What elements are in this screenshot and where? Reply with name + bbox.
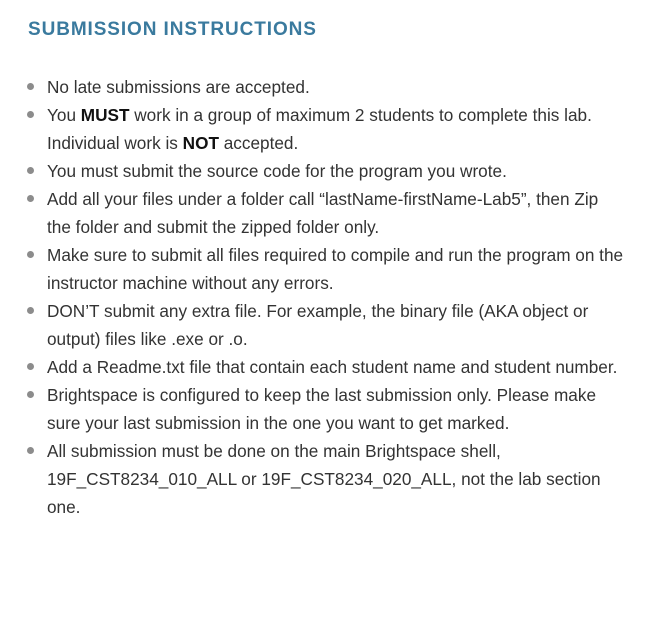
- bullet-icon: [27, 167, 34, 174]
- bullet-icon: [27, 391, 34, 398]
- bullet-icon: [27, 363, 34, 370]
- bullet-icon: [27, 83, 34, 90]
- item-text: DON’T submit any extra file. For example, the binary file (AKA object or output) files like .exe or .o.: [47, 301, 589, 349]
- item-text: You must submit the source code for the program you wrote.: [47, 161, 507, 181]
- item-text: No late submissions are accepted.: [47, 77, 310, 97]
- item-text-mid: work in a group of maximum 2 students to complete this lab. Individual work is: [47, 105, 592, 153]
- bullet-icon: [27, 251, 34, 258]
- emphasis-not: NOT: [182, 133, 219, 153]
- list-item: [0, 241, 648, 297]
- item-text-pre: You: [47, 105, 81, 125]
- instructions-list: [0, 73, 648, 521]
- bullet-icon: [27, 111, 34, 118]
- list-item: [0, 185, 648, 241]
- bullet-icon: [27, 307, 34, 314]
- list-item: [0, 157, 648, 185]
- item-text: Add all your files under a folder call “lastName-firstName-Lab5”, then Zip the folder and submit the zipped folder only.: [47, 189, 599, 237]
- item-text: Make sure to submit all files required to compile and run the program on the instructor machine without any errors.: [47, 245, 624, 293]
- emphasis-must: MUST: [80, 105, 130, 125]
- bullet-icon: [27, 447, 34, 454]
- section-heading: SUBMISSION INSTRUCTIONS: [28, 19, 317, 40]
- item-text: All submission must be done on the main Brightspace shell, 19F_CST8234_010_ALL or 19F_CST8234_020_ALL, not the lab section one.: [47, 441, 601, 517]
- item-text: Add a Readme.txt file that contain each student name and student number.: [47, 357, 618, 377]
- item-text-post: accepted.: [218, 133, 299, 153]
- list-item: [0, 437, 648, 521]
- list-item: [0, 297, 648, 353]
- list-item: [0, 73, 648, 101]
- list-item: [0, 381, 648, 437]
- bullet-icon: [27, 195, 34, 202]
- list-item: [0, 101, 648, 157]
- item-text: Brightspace is configured to keep the last submission only. Please make sure your last submission in the one you want to get marked.: [47, 385, 597, 433]
- list-item: [0, 353, 648, 381]
